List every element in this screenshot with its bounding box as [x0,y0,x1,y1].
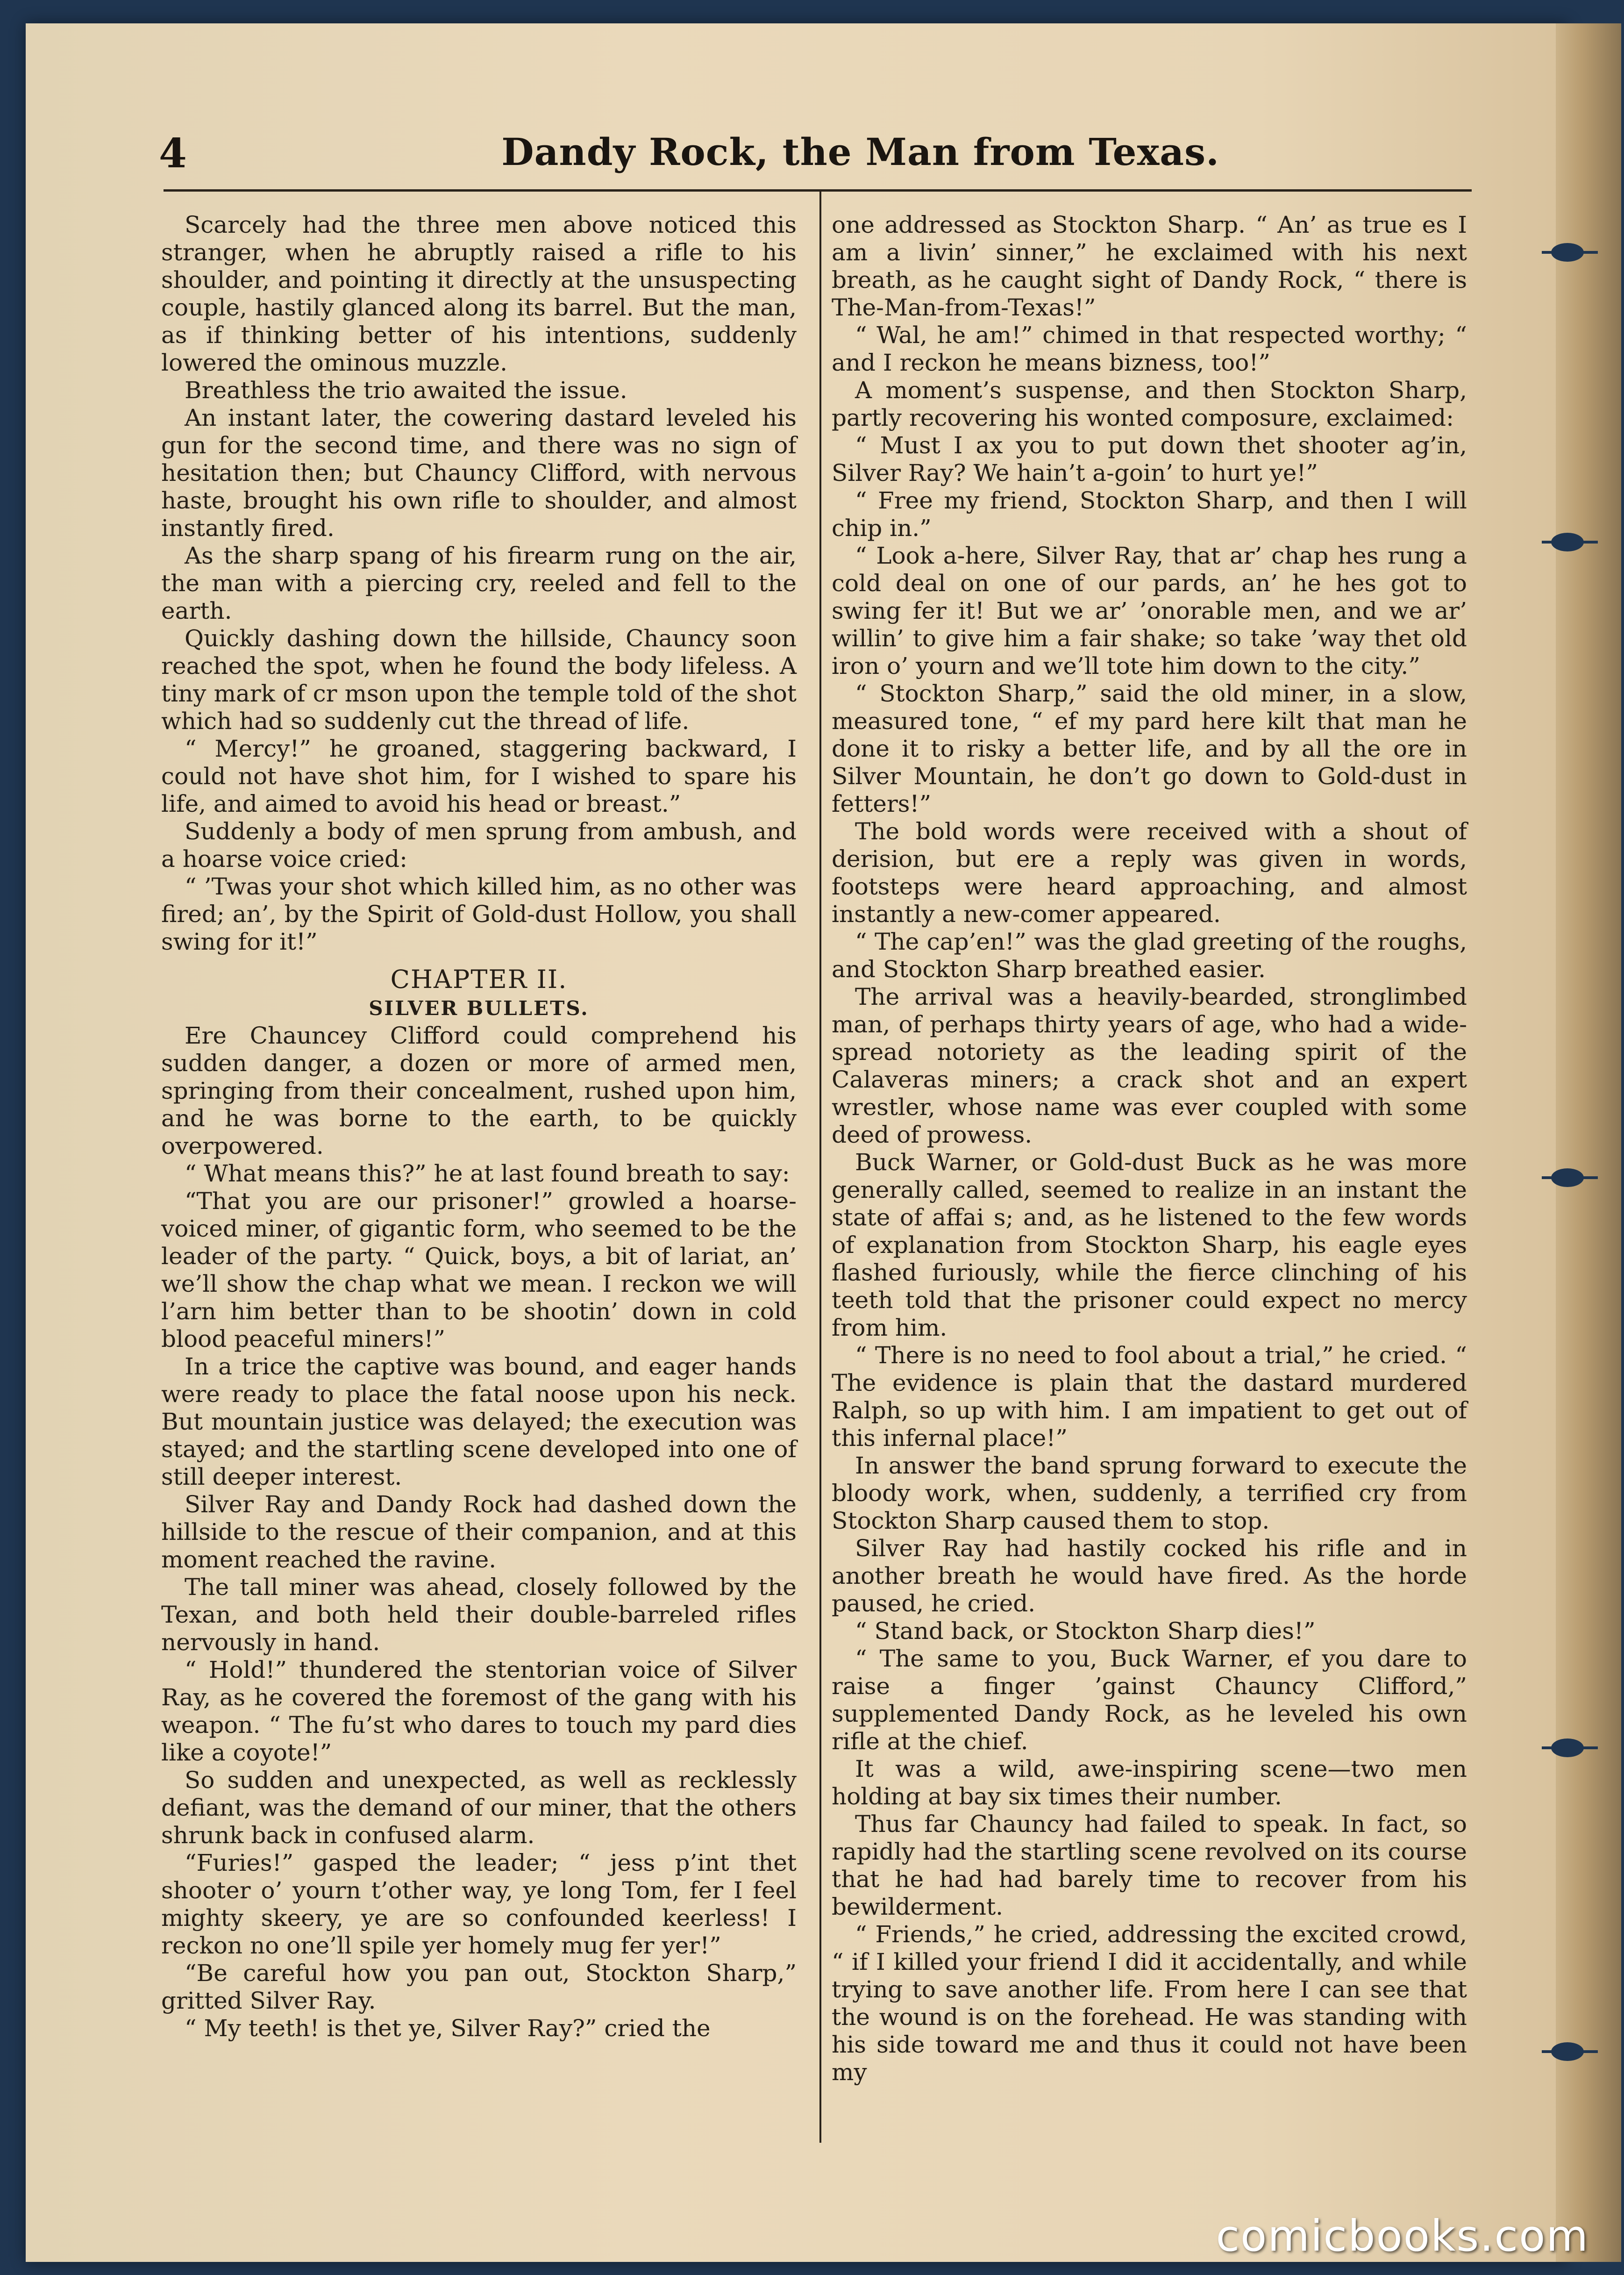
paragraph: It was a wild, awe-inspiring scene—two men holding at bay six times their number. [832,1755,1467,1810]
paragraph: “ There is no need to fool about a trial,” he cried. “ The evidence is plain that the dastard murdered Ralph, so up with him. I am impatient to get out of this infernal place!” [832,1342,1467,1452]
paragraph: Buck Warner, or Gold-dust Buck as he was more generally called, seemed to realize in an instant the state of affai s; and, as he listened to the few words of explanation from Stockton Sharp, his eagle eyes flashed furiously, while the fierce clinching of his teeth told that the prisoner could expect no mercy from him. [832,1149,1467,1341]
paragraph: A moment’s suspense, and then Stockton Sharp, partly recovering his wonted composure, exclaimed: [832,377,1467,431]
paragraph: Breathless the trio awaited the issue. [185,377,627,404]
page-number: 4 [159,130,187,177]
header-rule [164,189,1472,192]
binding-stitch [1542,533,1598,551]
paragraph: “ ’Twas your shot which killed him, as no other was fired; an’, by the Spirit of Gold-dust Hollow, you shall swing for it!” [161,873,797,955]
paragraph: Scarcely had the three men above noticed this stranger, when he abruptly raised a rifle to his shoulder, and pointing it directly at the unsuspecting couple, hastily glanced along its barrel. But the man, as if thinking better of his intentions, suddenly lowered the ominous muzzle. [161,211,797,376]
paragraph: Ere Chauncey Clifford could comprehend his sudden danger, a dozen or more of armed men, springing from their concealment, rushed upon him, and he was borne to the earth, to be quickly overpowered. [161,1022,797,1159]
binding-gutter [1556,23,1621,2262]
paragraph: Quickly dashing down the hillside, Chauncy soon reached the spot, when he found the body lifeless. A tiny mark of cr mson upon the temple told of the shot which had so suddenly cut the thread of life. [161,625,797,735]
binding-stitch [1542,1738,1598,1757]
binding-stitch [1542,243,1598,262]
chapter-subtitle: SILVER BULLETS. [369,997,589,1020]
paragraph: Thus far Chauncy had failed to speak. In fact, so rapidly had the startling scene revolved on its course that he had had barely time to recover from his bewilderment. [832,1810,1467,1920]
paragraph: “ Look a-here, Silver Ray, that ar’ chap hes rung a cold deal on one of our pards, an’ he hes got to swing fer it! But we ar’ ’onorable men, and we ar’ willin’ to give him a fair shake; so take ’way thet old iron o’ yourn and we’ll tote him down to the city.” [832,542,1467,680]
watermark: comicbooks.com [1216,2211,1589,2261]
paragraph: “Furies!” gasped the leader; “ jess p’int thet shooter o’ yourn t’other way, ye long Tom, fer I feel mighty skeery, ye are so confounded keerless! I reckon no one’ll spile yer homely mug fer yer!” [161,1849,797,1959]
paragraph: “ Must I ax you to put down thet shooter ag’in, Silver Ray? We hain’t a-goin’ to hurt ye!” [832,432,1467,486]
paragraph: “ Mercy!” he groaned, staggering backward, I could not have shot him, for I wished to spare his life, and aimed to avoid his head or breast.” [161,735,797,817]
page-header [159,126,1472,177]
paragraph: “ The same to you, Buck Warner, ef you dare to raise a finger ’gainst Chauncy Clifford,” supplemented Dandy Rock, as he leveled his own rifle at the chief. [832,1645,1467,1755]
left-column [161,211,797,2042]
paragraph: In answer the band sprung forward to execute the bloody work, when, suddenly, a terrified cry from Stockton Sharp caused them to stop. [832,1452,1467,1534]
paragraph: The arrival was a heavily-bearded, stronglimbed man, of perhaps thirty years of age, who had a wide-spread notoriety as the leading spirit of the Calaveras miners; a crack shot and an expert wrestler, whose name was ever coupled with some deed of prowess. [832,983,1467,1148]
paragraph: The tall miner was ahead, closely followed by the Texan, and both held their double-barreled rifles nervously in hand. [161,1574,797,1656]
paragraph: In a trice the captive was bound, and eager hands were ready to place the fatal noose upon his neck. But mountain justice was delayed; the execution was stayed; and the startling scene developed into one of still deeper interest. [161,1353,797,1490]
paragraph: “Be careful how you pan out, Stockton Sharp,” gritted Silver Ray. [161,1960,797,2014]
paragraph: one addressed as Stockton Sharp. “ An’ as true es I am a livin’ sinner,” he exclaimed with his next breath, as he caught sight of Dandy Rock, “ there is The-Man-from-Texas!” [832,211,1467,321]
paragraph: An instant later, the cowering dastard leveled his gun for the second time, and there was no sign of hesitation then; but Chauncy Clifford, with nervous haste, brought his own rifle to shoulder, and almost instantly fired. [161,404,797,542]
paragraph: As the sharp spang of his firearm rung on the air, the man with a piercing cry, reeled and fell to the earth. [161,542,797,624]
paragraph: “ Wal, he am!” chimed in that respected worthy; “ and I reckon he means bizness, too!” [832,322,1467,376]
paragraph: Silver Ray and Dandy Rock had dashed down the hillside to the rescue of their companion, and at this moment reached the ravine. [161,1491,797,1573]
binding-stitch [1542,1168,1598,1187]
binding-stitch [1542,2042,1598,2061]
paragraph: “That you are our prisoner!” growled a hoarse-voiced miner, of gigantic form, who seemed to be the leader of the party. “ Quick, boys, a bit of lariat, an’ we’ll show the chap what we mean. I reckon we will l’arn him better than to be shootin’ down in cold blood peaceful miners!” [161,1188,797,1352]
paragraph: “ Hold!” thundered the stentorian voice of Silver Ray, as he covered the foremost of the gang with his weapon. “ The fu’st who dares to touch my pard dies like a coyote!” [161,1656,797,1766]
paragraph: “ Stand back, or Stockton Sharp dies!” [855,1617,1316,1645]
column-divider [819,189,821,2143]
paragraph: Silver Ray had hastily cocked his rifle and in another breath he would have fired. As the horde paused, he cried. [832,1535,1467,1617]
paragraph: “ The cap’en!” was the glad greeting of the roughs, and Stockton Sharp breathed easier. [832,928,1467,983]
paragraph: Suddenly a body of men sprung from ambush, and a hoarse voice cried: [161,818,797,873]
paragraph: The bold words were received with a shout of derision, but ere a reply was given in words, footsteps were heard approaching, and almost instantly a new-comer appeared. [832,818,1467,928]
paragraph: “ Stockton Sharp,” said the old miner, in a slow, measured tone, “ ef my pard here kilt that man he done it to risky a better life, and by all the ore in Silver Mountain, he don’t go down to Gold-dust in fetters!” [832,680,1467,817]
paragraph: “ What means this?” he at last found breath to say: [185,1160,790,1187]
paragraph: So sudden and unexpected, as well as recklessly defiant, was the demand of our miner, that the others shrunk back in confused alarm. [161,1767,797,1849]
paragraph: “ My teeth! is thet ye, Silver Ray?” cried the [185,2015,711,2042]
paragraph: “ Friends,” he cried, addressing the excited crowd, “ if I killed your friend I did it accidentally, and while trying to save another life. From here I can see that the wound is on the forehead. He was standing with his side toward me and thus it could not have been my [832,1921,1467,2086]
right-column [832,211,1467,2086]
running-title: Dandy Rock, the Man from Texas. [501,130,1219,174]
paragraph: “ Free my friend, Stockton Sharp, and then I will chip in.” [832,487,1467,542]
chapter-title: CHAPTER II. [390,965,568,994]
